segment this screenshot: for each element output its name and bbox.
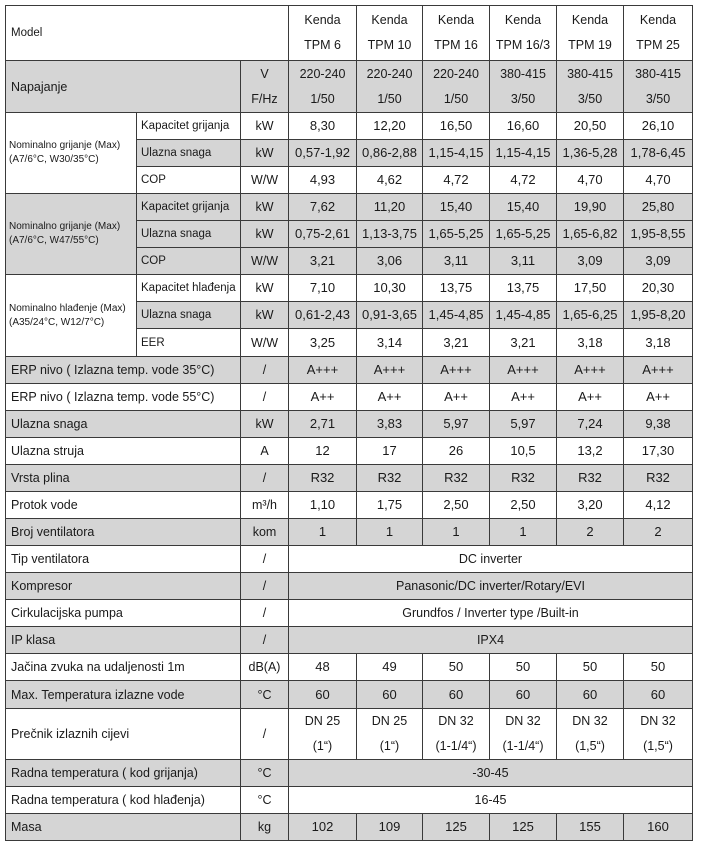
value-cell: 3,21	[289, 248, 357, 275]
unit-cell: /	[241, 546, 289, 573]
value-cell: 7,62	[289, 194, 357, 221]
value-cell: 3,09	[557, 248, 624, 275]
row-label: Cirkulacijska pumpa	[6, 600, 241, 627]
sub-label: Ulazna snaga	[137, 221, 241, 248]
row-label: Jačina zvuka na udaljenosti 1m	[6, 654, 241, 681]
model-row	[6, 6, 693, 61]
unit-cell: m³/h	[241, 492, 289, 519]
group-conditions: (A35/24°C, W12/7°C)	[9, 316, 105, 328]
spec-row	[6, 438, 693, 465]
value-cell: A++	[423, 384, 490, 411]
value-cell: 17,50	[557, 275, 624, 302]
unit-cell: /	[241, 357, 289, 384]
unit-cell: /	[241, 627, 289, 654]
value-cell: 4,72	[490, 167, 557, 194]
row-label: Ulazna struja	[6, 438, 241, 465]
value-cell: 50	[624, 654, 693, 681]
power-voltage: 380-415	[635, 66, 681, 81]
model-line2: TPM 16	[434, 38, 478, 52]
value-cell: 12	[289, 438, 357, 465]
model-cell	[289, 6, 357, 61]
group-label	[6, 275, 137, 357]
value-cell: 10,5	[490, 438, 557, 465]
value-cell: 3,18	[557, 329, 624, 357]
pipe-cell	[557, 709, 624, 760]
unit-cell: W/W	[241, 248, 289, 275]
value-cell: 160	[624, 814, 693, 841]
value-cell: A+++	[357, 357, 423, 384]
value-cell: 1,15-4,15	[423, 140, 490, 167]
sub-label: Kapacitet hlađenja	[137, 275, 241, 302]
value-cell: 1	[490, 519, 557, 546]
power-cell	[624, 61, 693, 113]
value-cell: 17	[357, 438, 423, 465]
value-cell: 3,21	[490, 329, 557, 357]
power-voltage: 380-415	[567, 66, 613, 81]
value-cell: 2	[624, 519, 693, 546]
model-line2: TPM 19	[568, 38, 612, 52]
row-label: Protok vode	[6, 492, 241, 519]
span-value: Grundfos / Inverter type /Built-in	[289, 600, 693, 627]
row-label: ERP nivo ( Izlazna temp. vode 55°C)	[6, 384, 241, 411]
value-cell: A++	[490, 384, 557, 411]
value-cell: 20,50	[557, 113, 624, 140]
value-cell: 2,50	[490, 492, 557, 519]
pipe-inch: (1“)	[379, 739, 400, 753]
value-cell: 3,11	[423, 248, 490, 275]
row-label: Ulazna snaga	[6, 411, 241, 438]
value-cell: 7,10	[289, 275, 357, 302]
value-cell: 20,30	[624, 275, 693, 302]
row-label: Vrsta plina	[6, 465, 241, 492]
model-label: Model	[6, 6, 289, 61]
power-frequency: 1/50	[377, 91, 402, 106]
unit-cell: °C	[241, 787, 289, 814]
span-value: IPX4	[289, 627, 693, 654]
value-cell: 1,95-8,20	[624, 302, 693, 329]
value-cell: A+++	[624, 357, 693, 384]
sub-label: Kapacitet grijanja	[137, 194, 241, 221]
value-cell: 1,45-4,85	[423, 302, 490, 329]
value-cell: 12,20	[357, 113, 423, 140]
spec-row	[6, 600, 693, 627]
model-cell	[490, 6, 557, 61]
value-cell: 0,61-2,43	[289, 302, 357, 329]
value-cell: 50	[423, 654, 490, 681]
value-cell: 4,12	[624, 492, 693, 519]
value-cell: 11,20	[357, 194, 423, 221]
value-cell: 3,21	[423, 329, 490, 357]
group-label	[6, 194, 137, 275]
value-cell: 3,20	[557, 492, 624, 519]
span-value: 16-45	[289, 787, 693, 814]
value-cell: 3,11	[490, 248, 557, 275]
power-cell	[289, 61, 357, 113]
value-cell: 60	[289, 681, 357, 709]
power-voltage: 220-240	[433, 66, 479, 81]
spec-row	[6, 411, 693, 438]
model-line1: Kenda	[371, 13, 408, 27]
unit-cell: kW	[241, 194, 289, 221]
pipe-dn: DN 32	[438, 714, 474, 728]
value-cell: 125	[423, 814, 490, 841]
value-cell: 4,72	[423, 167, 490, 194]
row-label: Prečnik izlaznih cijevi	[6, 709, 241, 760]
model-cell	[423, 6, 490, 61]
power-label: Napajanje	[6, 61, 241, 113]
group-title: Nominalno grijanje (Max)	[9, 221, 121, 232]
value-cell: R32	[490, 465, 557, 492]
unit-cell: /	[241, 600, 289, 627]
model-cell	[624, 6, 693, 61]
value-cell: 26,10	[624, 113, 693, 140]
model-line1: Kenda	[304, 13, 341, 27]
power-frequency: 3/50	[510, 91, 536, 106]
pipe-dn: DN 32	[505, 714, 541, 728]
model-line2: TPM 6	[304, 38, 341, 52]
value-cell: 4,93	[289, 167, 357, 194]
unit-cell: /	[241, 573, 289, 600]
value-cell: 1,36-5,28	[557, 140, 624, 167]
model-cell	[557, 6, 624, 61]
value-cell: 2,50	[423, 492, 490, 519]
pipe-dn: DN 25	[304, 714, 341, 728]
model-line1: Kenda	[437, 13, 475, 27]
row-label: Radna temperatura ( kod grijanja)	[6, 760, 241, 787]
pipe-cell	[423, 709, 490, 760]
group-1-row	[6, 194, 693, 221]
value-cell: 9,38	[624, 411, 693, 438]
power-frequency: 1/50	[443, 91, 469, 106]
spec-row	[6, 519, 693, 546]
pipe-cell	[624, 709, 693, 760]
tail-row	[6, 787, 693, 814]
value-cell: 1,45-4,85	[490, 302, 557, 329]
value-cell: 60	[624, 681, 693, 709]
row-label: Max. Temperatura izlazne vode	[6, 681, 241, 709]
spec-row	[6, 573, 693, 600]
group-title: Nominalno grijanje (Max)	[9, 140, 121, 151]
value-cell: A++	[557, 384, 624, 411]
value-cell: 1,78-6,45	[624, 140, 693, 167]
value-cell: 60	[423, 681, 490, 709]
value-cell: 1,65-5,25	[423, 221, 490, 248]
value-cell: 1,15-4,15	[490, 140, 557, 167]
value-cell: 19,90	[557, 194, 624, 221]
value-cell: 25,80	[624, 194, 693, 221]
value-cell: 26	[423, 438, 490, 465]
value-cell: R32	[289, 465, 357, 492]
spec-row	[6, 465, 693, 492]
value-cell: 5,97	[490, 411, 557, 438]
value-cell: A+++	[289, 357, 357, 384]
unit-cell: kW	[241, 221, 289, 248]
power-row	[6, 61, 693, 113]
value-cell: 49	[357, 654, 423, 681]
value-cell: 16,50	[423, 113, 490, 140]
value-cell: 60	[490, 681, 557, 709]
unit-cell: kW	[241, 275, 289, 302]
power-cell	[423, 61, 490, 113]
model-line2: TPM 25	[636, 38, 680, 52]
power-unit-cell	[241, 61, 289, 113]
value-cell: 4,70	[624, 167, 693, 194]
unit-cell: kom	[241, 519, 289, 546]
group-label	[6, 113, 137, 194]
spec-row	[6, 492, 693, 519]
unit-cell: A	[241, 438, 289, 465]
model-line2: TPM 10	[367, 38, 412, 52]
value-cell: 15,40	[490, 194, 557, 221]
sub-label: COP	[137, 167, 241, 194]
value-cell: 1	[357, 519, 423, 546]
row-label: Broj ventilatora	[6, 519, 241, 546]
group-2-row	[6, 275, 693, 302]
power-voltage: 220-240	[299, 66, 346, 81]
unit-cell: kW	[241, 113, 289, 140]
group-conditions: (A7/6°C, W47/55°C)	[9, 235, 99, 246]
model-line1: Kenda	[504, 13, 542, 27]
spec-row	[6, 357, 693, 384]
value-cell: 1,65-6,25	[557, 302, 624, 329]
value-cell: R32	[557, 465, 624, 492]
row-label: Kompresor	[6, 573, 241, 600]
power-frequency: 1/50	[310, 91, 335, 106]
group-title: Nominalno hlađenje (Max)	[9, 302, 126, 314]
unit-cell: W/W	[241, 167, 289, 194]
value-cell: 109	[357, 814, 423, 841]
value-cell: 2	[557, 519, 624, 546]
sub-label: Kapacitet grijanja	[137, 113, 241, 140]
value-cell: 48	[289, 654, 357, 681]
unit-cell: kW	[241, 411, 289, 438]
value-cell: 1,65-6,82	[557, 221, 624, 248]
pipe-cell	[490, 709, 557, 760]
value-cell: R32	[357, 465, 423, 492]
pipe-dn: DN 32	[640, 714, 676, 728]
span-value: Panasonic/DC inverter/Rotary/EVI	[289, 573, 693, 600]
value-cell: 0,57-1,92	[289, 140, 357, 167]
value-cell: 2,71	[289, 411, 357, 438]
pipe-inch: (1,5“)	[575, 739, 605, 753]
value-cell: 13,75	[423, 275, 490, 302]
spec-row	[6, 627, 693, 654]
value-cell: 4,70	[557, 167, 624, 194]
value-cell: 3,14	[357, 329, 423, 357]
power-cell	[557, 61, 624, 113]
unit-cell: W/W	[241, 329, 289, 357]
unit-cell: °C	[241, 681, 289, 709]
unit-cell: /	[241, 384, 289, 411]
group-conditions: (A7/6°C, W30/35°C)	[9, 154, 99, 165]
power-cell	[490, 61, 557, 113]
span-value: -30-45	[289, 760, 693, 787]
value-cell: 1,10	[289, 492, 357, 519]
value-cell: 1	[289, 519, 357, 546]
model-line2: TPM 16/3	[495, 38, 551, 52]
value-cell: 4,62	[357, 167, 423, 194]
pipe-inch: (1-1/4“)	[435, 739, 477, 753]
power-unit1: V	[260, 66, 269, 81]
sub-label: Ulazna snaga	[137, 302, 241, 329]
sub-label: EER	[137, 329, 241, 357]
power-unit2: F/Hz	[251, 91, 278, 106]
pipe-dn: DN 32	[572, 714, 608, 728]
value-cell: 0,91-3,65	[357, 302, 423, 329]
value-cell: 60	[557, 681, 624, 709]
group-0-row	[6, 113, 693, 140]
unit-cell: /	[241, 465, 289, 492]
value-cell: 5,97	[423, 411, 490, 438]
pipe-inch: (1-1/4“)	[502, 739, 544, 753]
power-cell	[357, 61, 423, 113]
tail-row	[6, 814, 693, 841]
value-cell: A+++	[490, 357, 557, 384]
value-cell: 3,18	[624, 329, 693, 357]
value-cell: 3,25	[289, 329, 357, 357]
sub-label: COP	[137, 248, 241, 275]
value-cell: 0,75-2,61	[289, 221, 357, 248]
value-cell: A++	[357, 384, 423, 411]
value-cell: 13,75	[490, 275, 557, 302]
value-cell: 50	[490, 654, 557, 681]
value-cell: A++	[624, 384, 693, 411]
unit-cell: kW	[241, 140, 289, 167]
value-cell: 1,13-3,75	[357, 221, 423, 248]
pipe-inch: (1,5“)	[643, 739, 673, 753]
value-cell: 1,95-8,55	[624, 221, 693, 248]
value-cell: 1	[423, 519, 490, 546]
row-label: IP klasa	[6, 627, 241, 654]
value-cell: 3,83	[357, 411, 423, 438]
unit-cell: /	[241, 709, 289, 760]
model-line1: Kenda	[571, 13, 609, 27]
spec-row	[6, 384, 693, 411]
pipe-inch: (1“)	[312, 739, 333, 753]
value-cell: 13,2	[557, 438, 624, 465]
value-cell: 8,30	[289, 113, 357, 140]
value-cell: 60	[357, 681, 423, 709]
value-cell: 15,40	[423, 194, 490, 221]
row-label: Masa	[6, 814, 241, 841]
value-cell: A+++	[557, 357, 624, 384]
value-cell: A++	[289, 384, 357, 411]
tail-row	[6, 760, 693, 787]
model-line1: Kenda	[639, 13, 677, 27]
power-voltage: 220-240	[366, 66, 413, 81]
spec-row	[6, 546, 693, 573]
value-cell: 0,86-2,88	[357, 140, 423, 167]
row-label: Tip ventilatora	[6, 546, 241, 573]
value-cell: 7,24	[557, 411, 624, 438]
pipe-dn: DN 25	[371, 714, 408, 728]
value-cell: 17,30	[624, 438, 693, 465]
spec-table	[5, 5, 693, 841]
span-value: DC inverter	[289, 546, 693, 573]
value-cell: R32	[423, 465, 490, 492]
pipe-cell	[289, 709, 357, 760]
row-label: Radna temperatura ( kod hlađenja)	[6, 787, 241, 814]
pipe-row	[6, 709, 693, 760]
unit-cell: dB(A)	[241, 654, 289, 681]
unit-cell: °C	[241, 760, 289, 787]
value-cell: 1,65-5,25	[490, 221, 557, 248]
value-cell: R32	[624, 465, 693, 492]
power-frequency: 3/50	[577, 91, 603, 106]
value-cell: 102	[289, 814, 357, 841]
value-cell: 10,30	[357, 275, 423, 302]
value-cell: 3,09	[624, 248, 693, 275]
value-cell: 155	[557, 814, 624, 841]
spec-row	[6, 654, 693, 681]
sub-label: Ulazna snaga	[137, 140, 241, 167]
value-cell: 125	[490, 814, 557, 841]
value-cell: 50	[557, 654, 624, 681]
value-cell: A+++	[423, 357, 490, 384]
unit-cell: kW	[241, 302, 289, 329]
value-cell: 3,06	[357, 248, 423, 275]
spec-table-body	[6, 6, 693, 841]
power-voltage: 380-415	[500, 66, 546, 81]
unit-cell: kg	[241, 814, 289, 841]
power-frequency: 3/50	[645, 91, 671, 106]
row-label: ERP nivo ( Izlazna temp. vode 35°C)	[6, 357, 241, 384]
spec-row	[6, 681, 693, 709]
value-cell: 1,75	[357, 492, 423, 519]
pipe-cell	[357, 709, 423, 760]
value-cell: 16,60	[490, 113, 557, 140]
model-cell	[357, 6, 423, 61]
